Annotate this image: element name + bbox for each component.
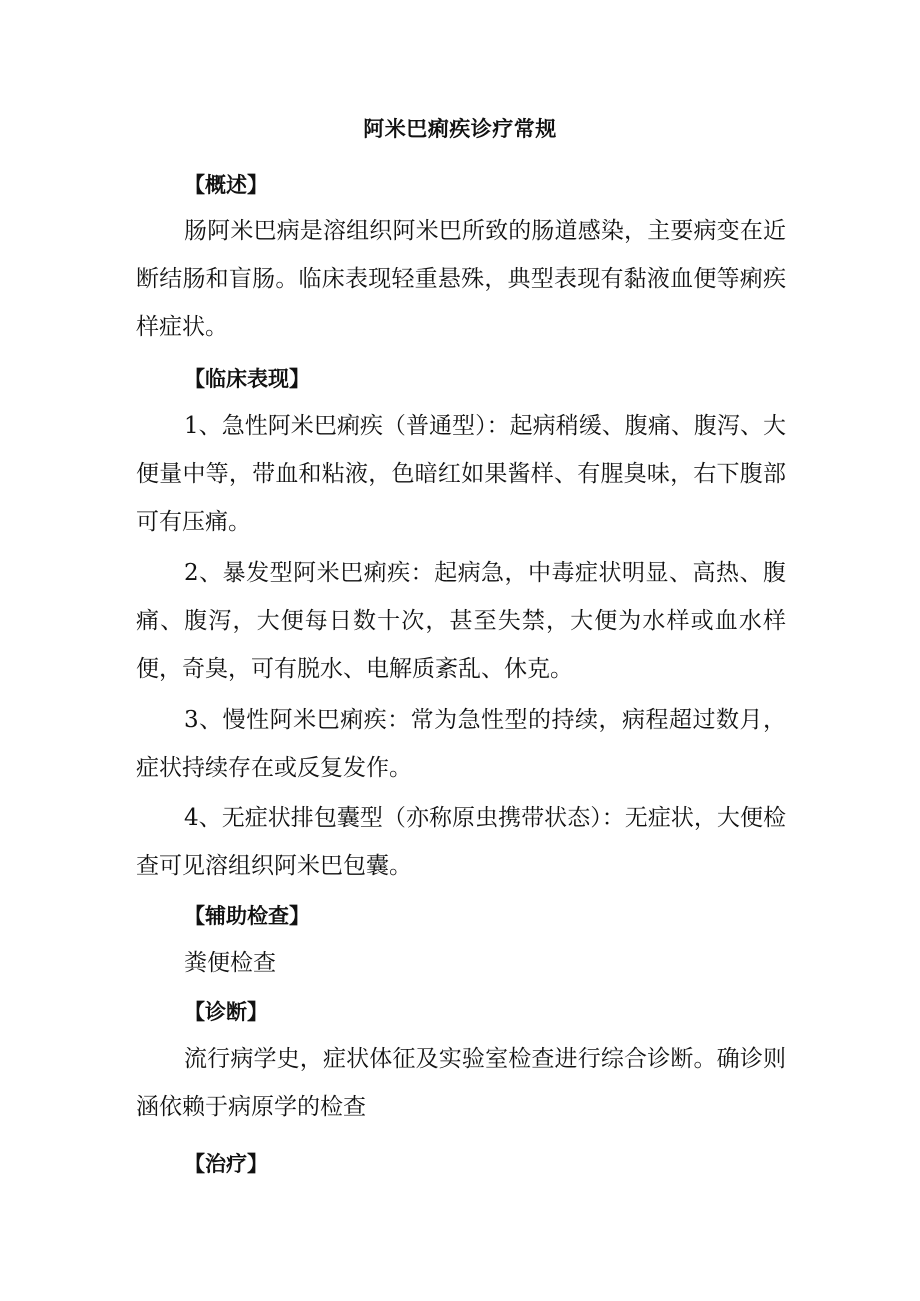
diagnosis-paragraph: 流行病学史，症状体征及实验室检查进行综合诊断。确诊则涵依赖于病原学的检查	[136, 1046, 786, 1120]
section-heading-treatment: 【治疗】	[184, 1151, 268, 1176]
section-heading-diagnosis: 【诊断】	[184, 999, 268, 1024]
section-heading-auxiliary: 【辅助检查】	[184, 903, 310, 928]
section-heading-clinical: 【临床表现】	[184, 366, 310, 391]
clinical-item-1: 1、急性阿米巴痢疾（普通型）：起病稍缓、腹痛、腹泻、大便量中等，带血和粘液，色暗红如果酱样、有腥臭味，右下腹部可有压痛。	[136, 413, 786, 535]
document-title: 阿米巴痢疾诊疗常规	[363, 116, 557, 141]
overview-paragraph: 肠阿米巴病是溶组织阿米巴所致的肠道感染，主要病变在近断结肠和盲肠。临床表现轻重悬殊，典型表现有黏液血便等痢疾样症状。	[136, 218, 786, 340]
auxiliary-paragraph: 粪便检查	[184, 950, 276, 976]
section-heading-overview: 【概述】	[184, 172, 268, 197]
clinical-item-4: 4、无症状排包囊型（亦称原虫携带状态）：无症状，大便检查可见溶组织阿米巴包囊。	[136, 805, 786, 879]
clinical-item-3: 3、慢性阿米巴痢疾：常为急性型的持续，病程超过数月，症状持续存在或反复发作。	[136, 707, 786, 781]
clinical-item-2: 2、暴发型阿米巴痢疾：起病急，中毒症状明显、高热、腹痛、腹泻，大便每日数十次，甚至失禁，大便为水样或血水样便，奇臭，可有脱水、电解质紊乱、休克。	[136, 560, 786, 682]
